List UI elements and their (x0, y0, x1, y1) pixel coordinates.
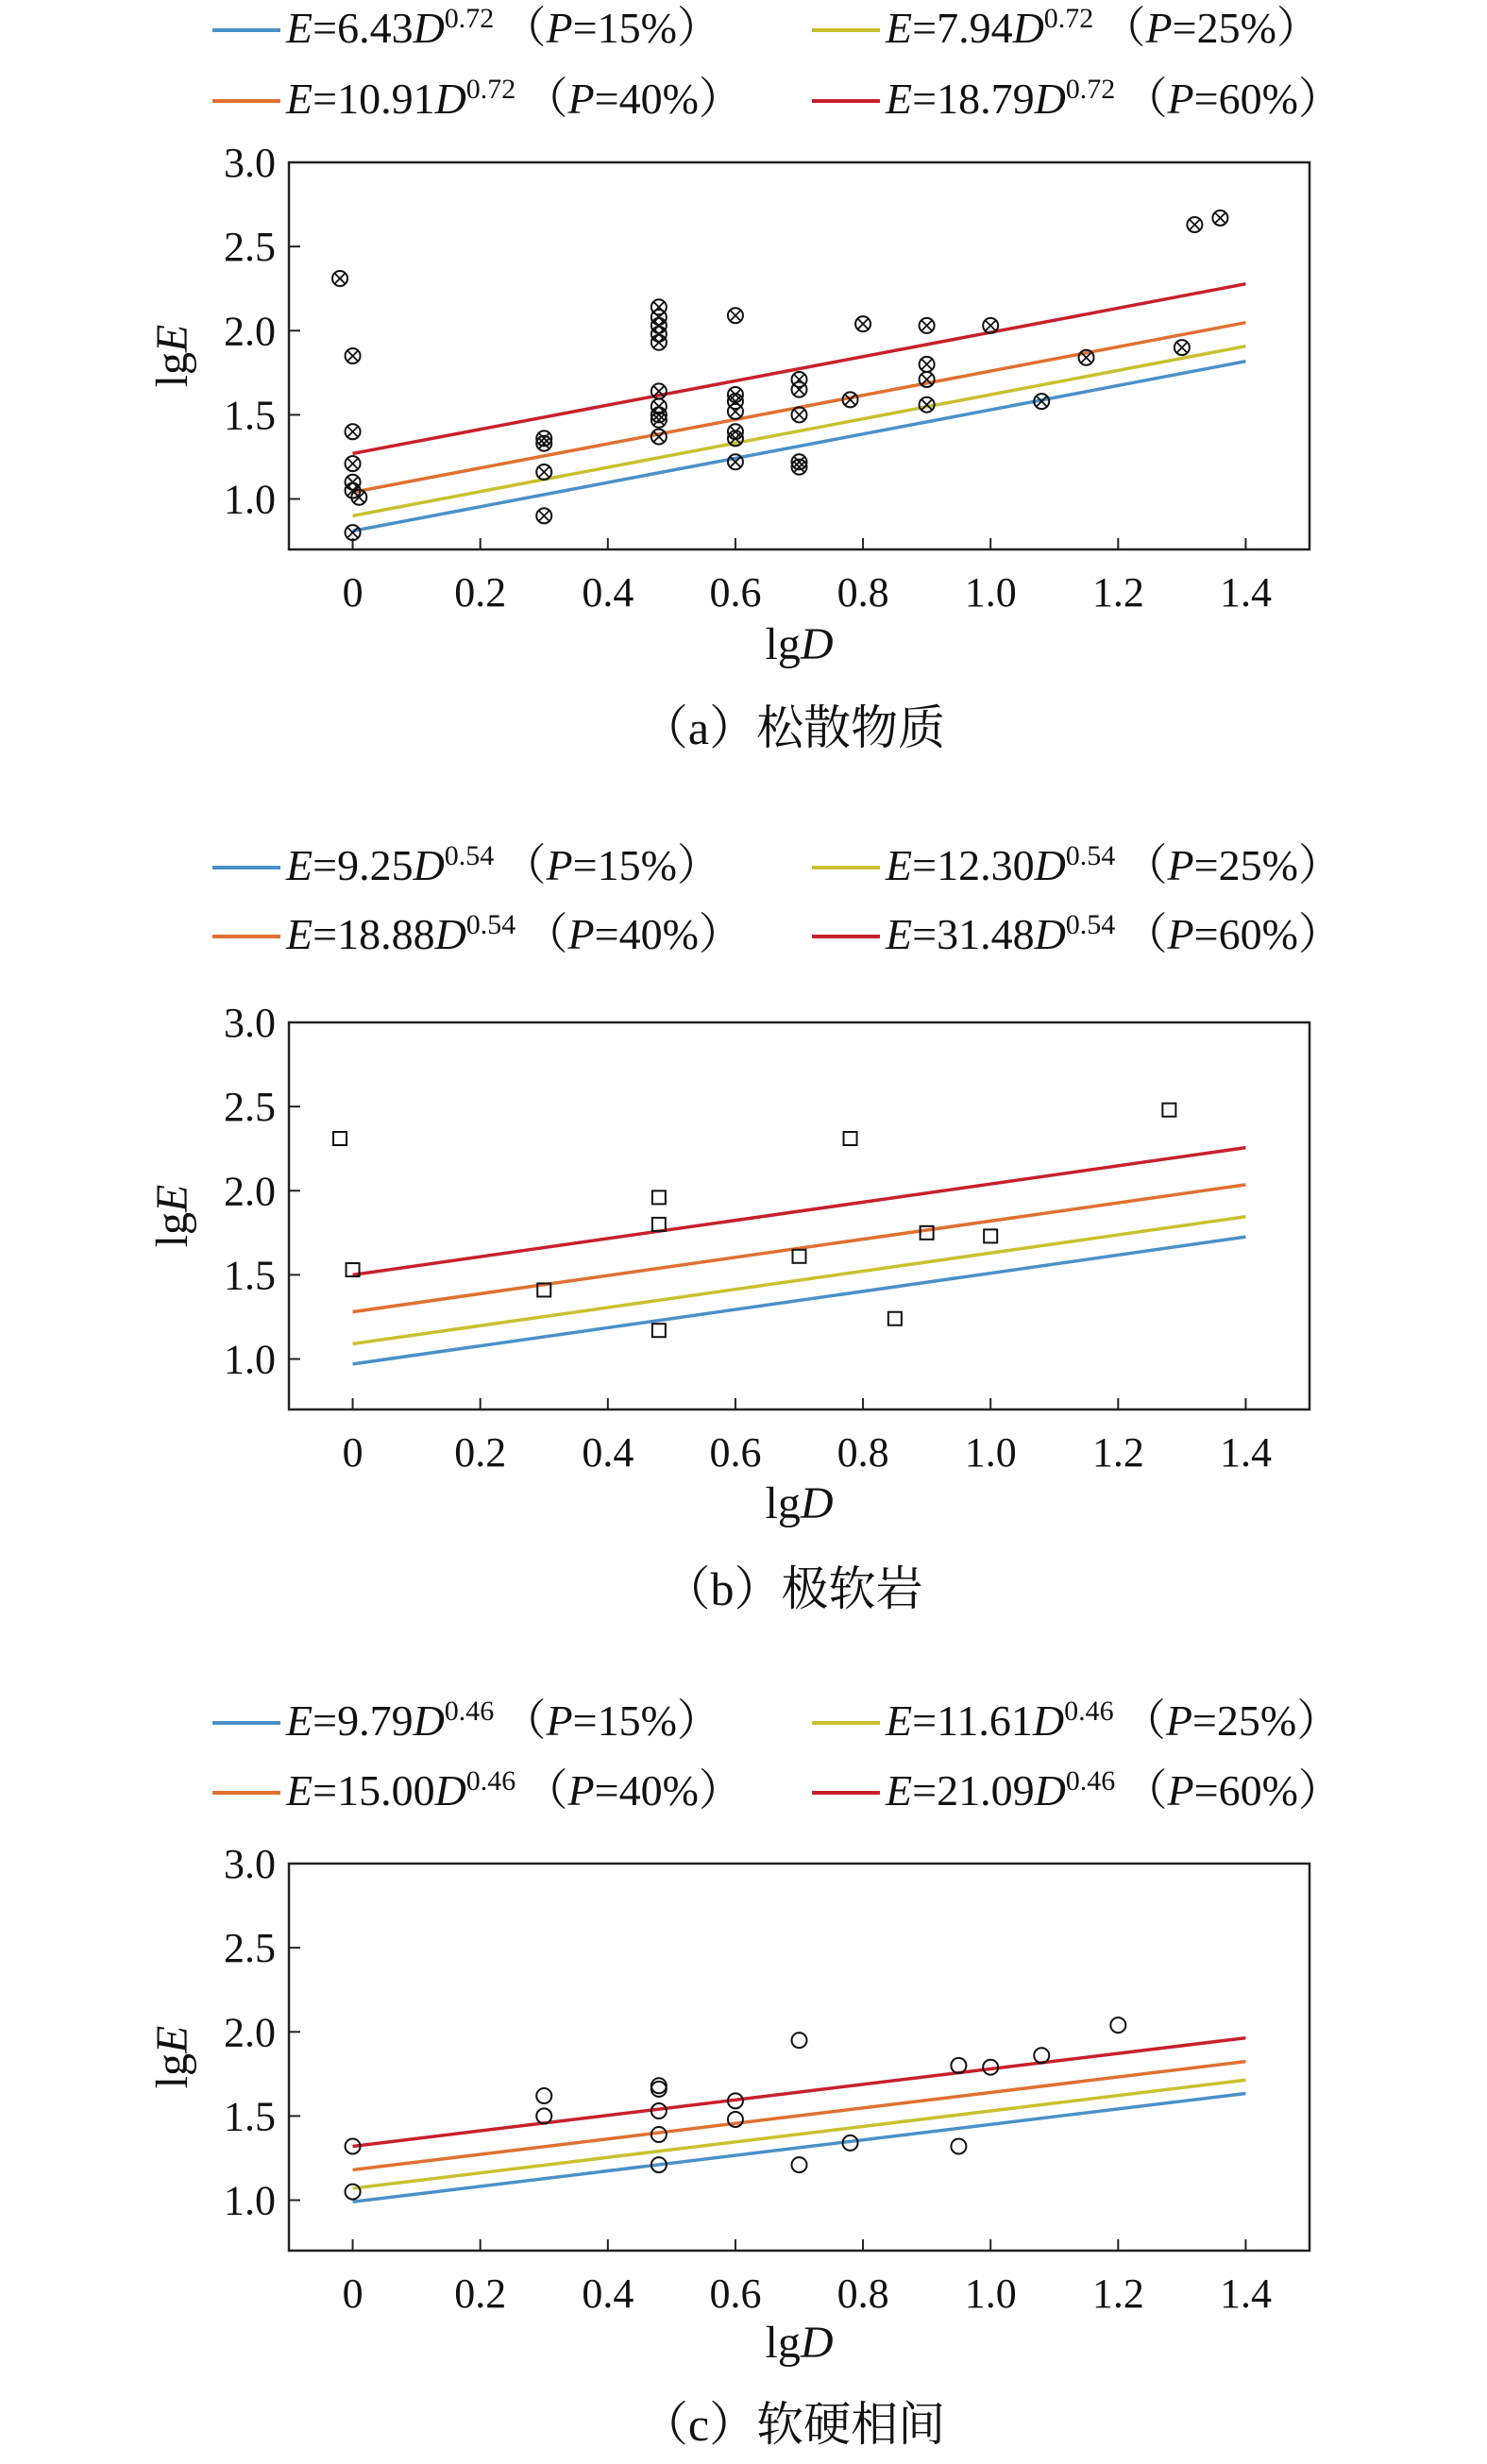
x-tick-label: 0.2 (454, 1429, 507, 1476)
data-point (346, 2185, 361, 2200)
data-point-circle (792, 2033, 807, 2048)
data-point (652, 1324, 666, 1337)
data-point (728, 404, 743, 419)
legend (212, 1696, 1342, 1814)
legend-entry: $E=9.25D^{0.54}$ （P=15%） (286, 840, 720, 889)
data-point (792, 407, 807, 422)
x-tick-label: 1.0 (964, 2270, 1017, 2317)
data-point (984, 1229, 997, 1242)
data-point (888, 1312, 902, 1325)
plot-frame (289, 162, 1310, 549)
fit-line-p40 (353, 1185, 1246, 1312)
data-point (1212, 211, 1227, 226)
data-point (346, 348, 361, 363)
x-tick-label: 1.4 (1219, 569, 1272, 616)
data-point-circle (792, 2157, 807, 2172)
y-tick-label: 3.0 (224, 1000, 276, 1046)
data-point (792, 2033, 807, 2048)
data-point (1110, 2017, 1125, 2033)
x-tick-label: 0 (342, 2270, 363, 2317)
legend (212, 840, 1342, 958)
y-tick-label: 2.5 (224, 1084, 276, 1131)
y-tick-label: 2.0 (224, 2009, 276, 2056)
legend-entry: $E=21.09D^{0.46}$ （P=60%） (886, 1765, 1342, 1814)
data-point-circle (651, 2082, 667, 2097)
data-point (1187, 217, 1202, 232)
data-point (536, 2088, 551, 2103)
data-point (346, 525, 361, 540)
data-point (792, 382, 807, 397)
data-point-circle (951, 2058, 966, 2073)
x-tick-label: 1.4 (1219, 1429, 1272, 1476)
data-point (792, 2157, 807, 2172)
x-tick-label: 1.2 (1091, 569, 1144, 616)
data-point-circle (346, 2185, 361, 2200)
data-point (536, 508, 551, 523)
x-tick-label: 0.4 (582, 2270, 634, 2317)
chart-panel-a (147, 3, 1342, 754)
data-point (536, 2108, 551, 2123)
legend-entry: $E=10.91D^{0.72}$ （P=40%） (286, 74, 742, 123)
y-axis-title: lgE (147, 2025, 197, 2089)
data-point (651, 2082, 667, 2097)
data-point (793, 1250, 806, 1263)
legend-entry: $E=7.94D^{0.72}$ （P=25%） (886, 3, 1320, 52)
x-tick-label: 0.6 (709, 1429, 762, 1476)
x-tick-label: 0.6 (709, 569, 762, 616)
legend (212, 3, 1342, 123)
legend-entry: $E=15.00D^{0.46}$ （P=40%） (286, 1765, 742, 1814)
y-tick-label: 1.0 (224, 1336, 276, 1383)
legend-entry: $E=18.88D^{0.54}$ （P=40%） (286, 909, 742, 958)
data-point-circle (951, 2138, 966, 2153)
data-point (855, 316, 870, 331)
data-point-circle (1110, 2017, 1125, 2033)
y-tick-label: 1.0 (224, 2177, 276, 2224)
data-point (346, 456, 361, 471)
x-tick-label: 0.8 (836, 2270, 889, 2317)
data-point (652, 1190, 666, 1204)
y-tick-label: 1.5 (224, 1252, 276, 1299)
x-tick-label: 0 (342, 569, 363, 616)
data-point (651, 2078, 667, 2093)
y-tick-label: 2.0 (224, 308, 276, 355)
y-tick-label: 1.0 (224, 476, 276, 523)
data-point (951, 2058, 966, 2073)
data-point (951, 2138, 966, 2153)
x-tick-label: 0.6 (709, 2270, 762, 2317)
legend-entry: $E=6.43D^{0.72}$ （P=15%） (286, 3, 720, 52)
x-tick-label: 0.2 (454, 569, 507, 616)
fit-line-p40 (353, 2062, 1246, 2170)
y-tick-label: 3.0 (224, 1841, 276, 1887)
y-tick-label: 1.5 (224, 2093, 276, 2140)
y-axis-title: lgE (147, 1184, 197, 1248)
data-point (651, 335, 667, 350)
data-point (536, 464, 551, 480)
data-point (1174, 340, 1190, 355)
data-point (1034, 2048, 1049, 2063)
y-axis-title: lgE (147, 324, 197, 388)
fit-line-p60 (353, 2038, 1246, 2147)
data-point-circle (1034, 2048, 1049, 2063)
x-tick-label: 1.2 (1091, 1429, 1144, 1476)
fit-line-p60 (353, 284, 1246, 454)
chart-panel-c (147, 1696, 1342, 2451)
panel-caption: （b）极软岩 (663, 1562, 923, 1615)
data-point (1162, 1104, 1175, 1117)
panel-caption: （c）软硬相间 (640, 2398, 946, 2451)
x-tick-label: 1.0 (964, 1429, 1017, 1476)
data-point-circle (536, 2108, 551, 2123)
data-point (920, 357, 935, 372)
x-tick-label: 0.4 (582, 1429, 634, 1476)
legend-entry: $E=9.79D^{0.46}$ （P=15%） (286, 1696, 720, 1745)
legend-entry: $E=18.79D^{0.72}$ （P=60%） (886, 74, 1342, 123)
x-tick-label: 0.8 (836, 569, 889, 616)
fit-line-p25 (353, 1217, 1246, 1344)
data-point-circle (536, 2088, 551, 2103)
x-tick-label: 1.0 (964, 569, 1017, 616)
x-tick-label: 0.4 (582, 569, 634, 616)
y-tick-label: 2.0 (224, 1168, 276, 1215)
legend-entry: $E=11.61D^{0.46}$ （P=25%） (886, 1696, 1341, 1745)
legend-entry: $E=31.48D^{0.54}$ （P=60%） (886, 909, 1342, 958)
x-tick-label: 1.4 (1219, 2270, 1272, 2317)
fit-line-p15 (353, 2094, 1246, 2202)
panel-caption: （a）松散物质 (640, 701, 946, 754)
x-axis-title: lgD (765, 619, 834, 669)
data-point (728, 308, 743, 323)
x-axis-title: lgD (765, 1478, 834, 1528)
y-tick-label: 2.5 (224, 224, 276, 271)
data-point (346, 424, 361, 439)
x-tick-label: 0 (342, 1429, 363, 1476)
legend-entry: $E=12.30D^{0.54}$ （P=25%） (886, 840, 1342, 889)
x-tick-label: 1.2 (1091, 2270, 1144, 2317)
x-tick-label: 0.2 (454, 2270, 507, 2317)
x-axis-title: lgD (765, 2318, 834, 2368)
y-tick-label: 1.5 (224, 392, 276, 439)
data-point (920, 318, 935, 333)
x-tick-label: 0.8 (836, 1429, 889, 1476)
data-point-circle (651, 2078, 667, 2093)
data-point (844, 1132, 857, 1145)
y-tick-label: 2.5 (224, 1925, 276, 1972)
y-tick-label: 3.0 (224, 140, 276, 186)
data-point (333, 1132, 346, 1145)
data-point (332, 271, 347, 286)
chart-panel-b (147, 840, 1342, 1615)
